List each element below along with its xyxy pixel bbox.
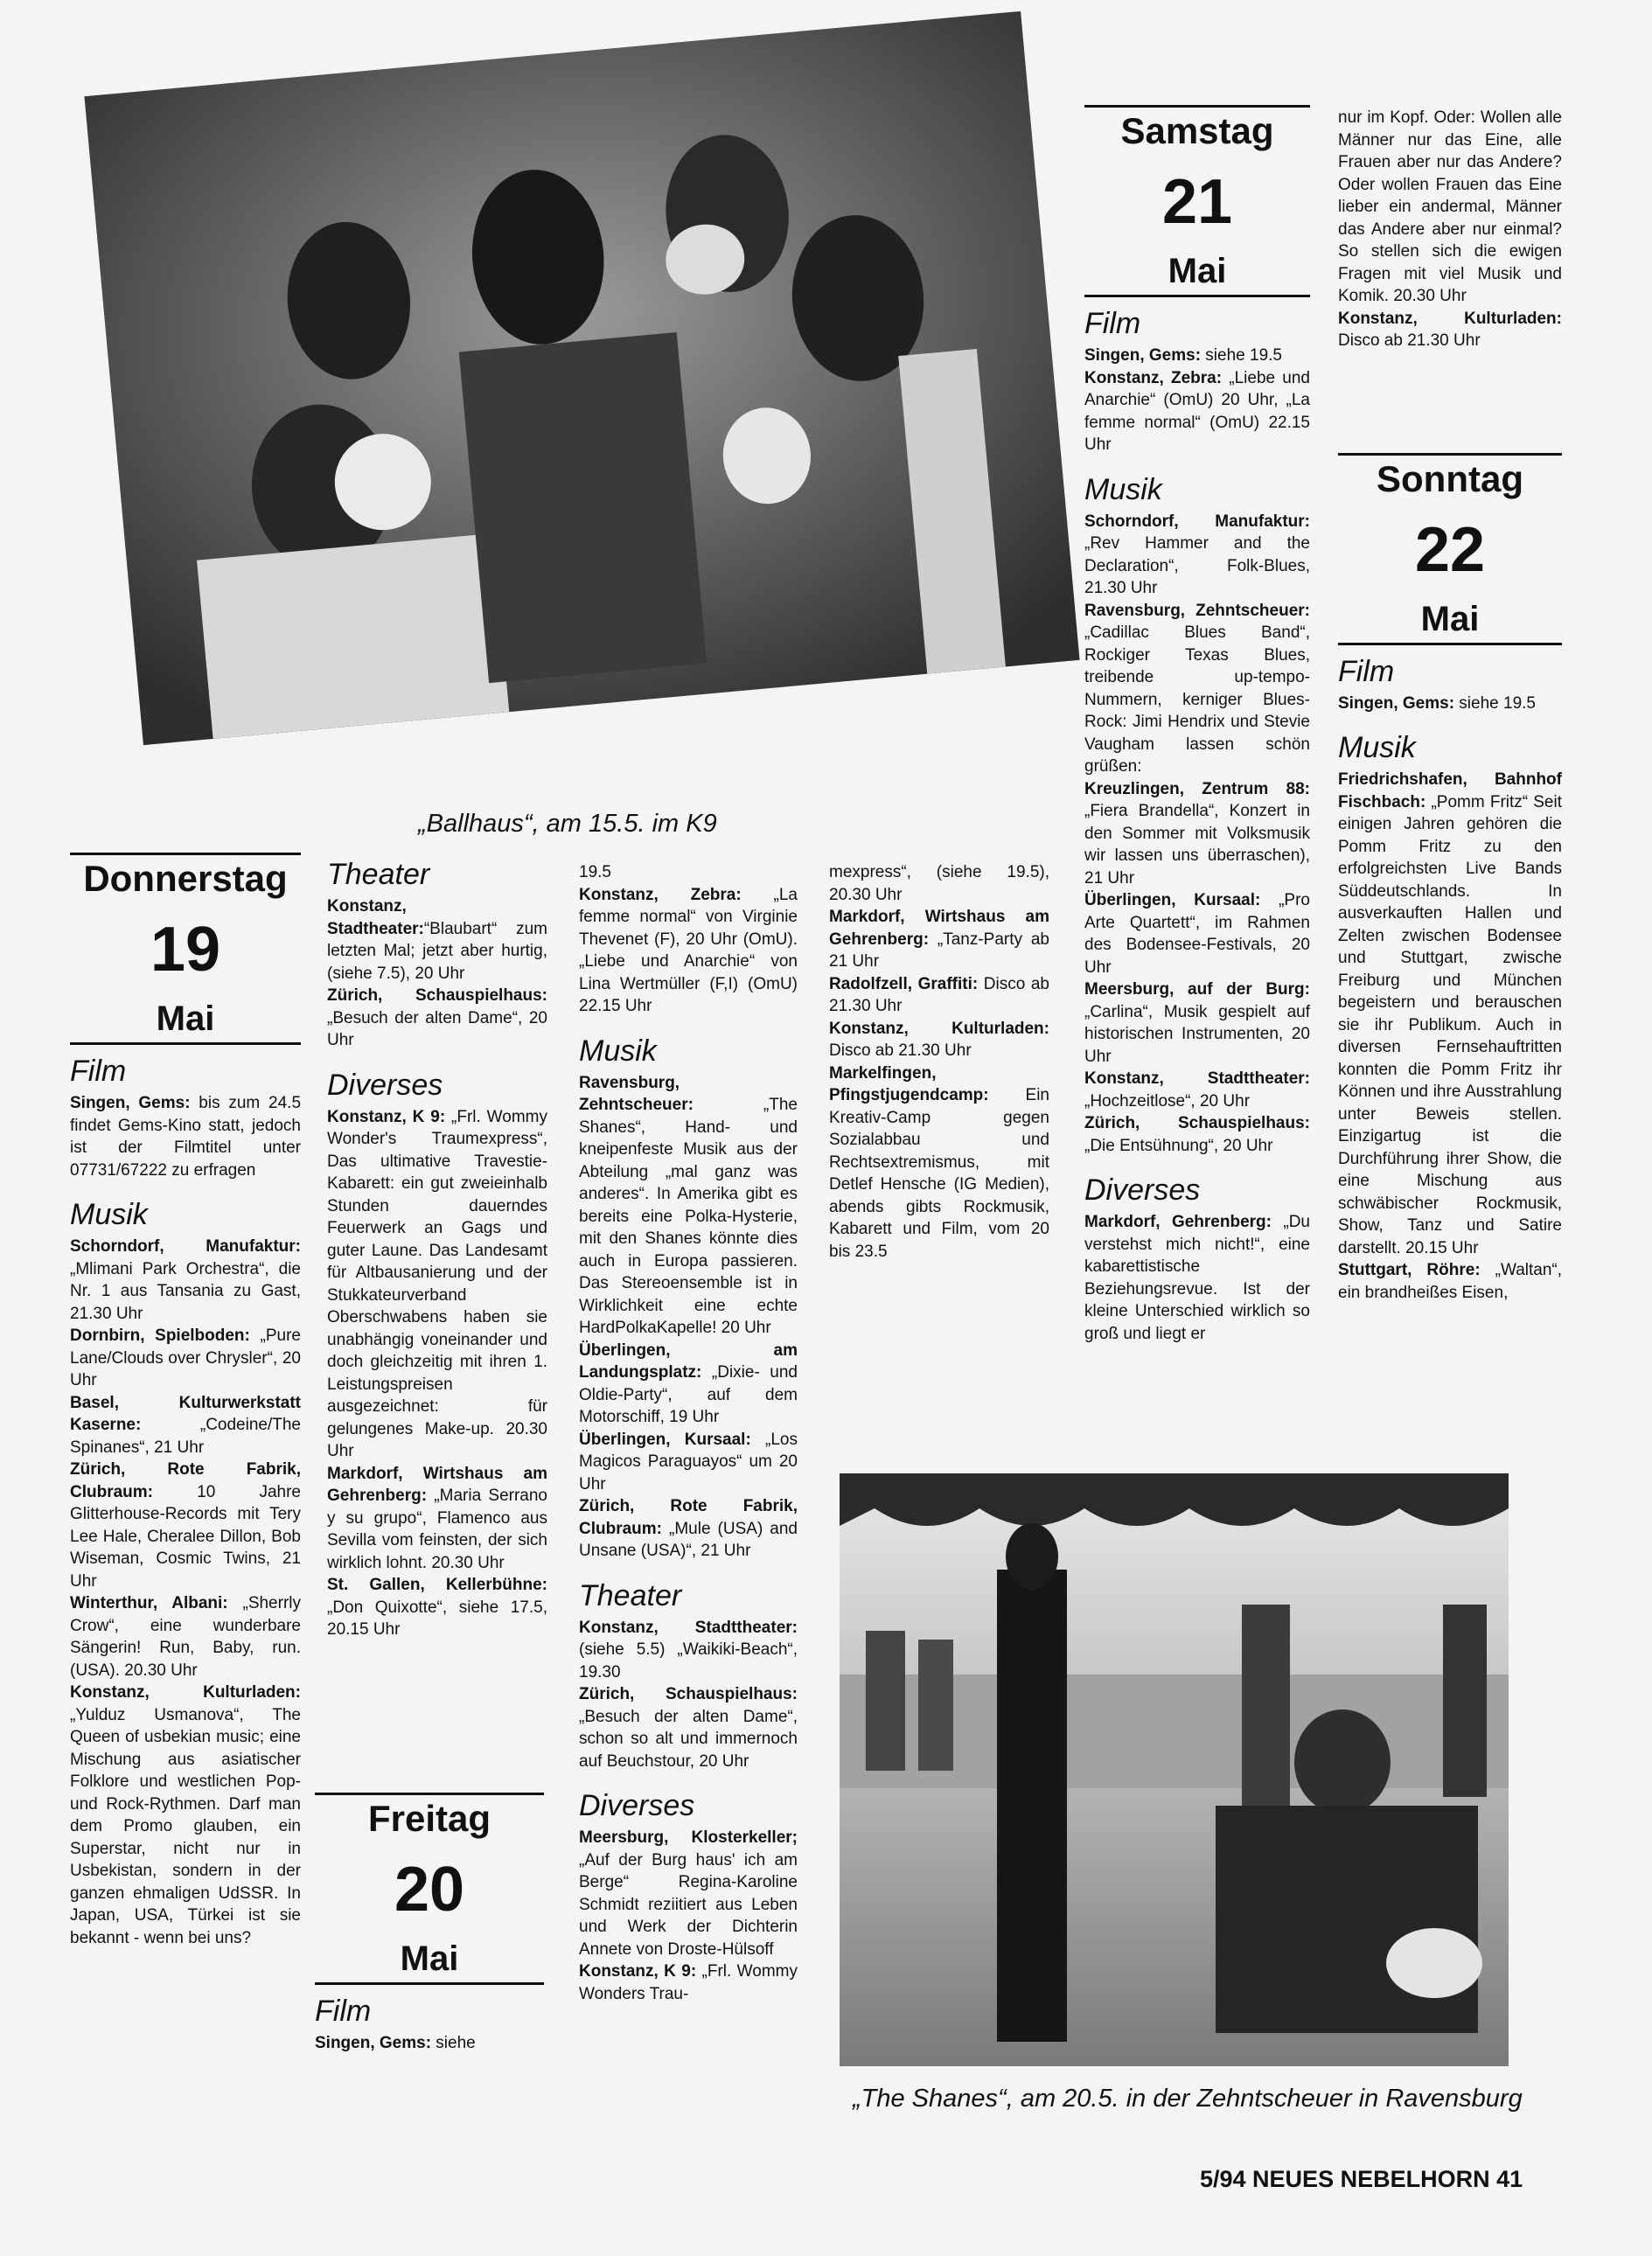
listing: Überlingen, Kursaal: „Los Magicos Paraguayos“ um 20 Uhr bbox=[579, 1430, 798, 1494]
the-shanes-photo bbox=[840, 1473, 1509, 2066]
listing: Singen, Gems: siehe 19.5 bbox=[1338, 693, 1536, 713]
listing: Konstanz, K 9: „Frl. Wommy Wonder's Traumexpress“, Das ultimative Travestie-Kabarett: ein gut zweieinhalb Stunden dauerndes Feuerwerk an Gags und guter Laune. Das Landesamt für Altbausanierung und der Stukkateurverband Oberschwabens haben sie unabhängig voneinander und doch gleichzeitig mit ihren 1. Leistungspreisen ausgezeichnet: für gelungenes Make-up. 20.30 Uhr bbox=[327, 1107, 547, 1460]
column-saturday bbox=[1084, 105, 1310, 1345]
day-month: Mai bbox=[1420, 599, 1480, 638]
listing: Konstanz, Zebra: „Liebe und Anarchie“ (OmU) 20 Uhr, „La femme normal“ (OmU) 22.15 Uhr bbox=[1084, 368, 1311, 454]
day-month: Mai bbox=[1168, 252, 1227, 290]
listing: Markelfingen, Pfingstjugendcamp: Ein Kreativ-Camp gegen Sozialabbau und Rechtsextremismus, mit Detlef Hensche (IG Medien), abends gibts Rockmusik, Kabarett und Film, vom 20 bis 23.5 bbox=[829, 1063, 1049, 1261]
listing: Konstanz, Kulturladen: Disco ab 21.30 Uhr bbox=[1338, 309, 1562, 350]
listing: Ravensburg, Zehntscheuer: „Cadillac Blues Band“, Rockiger Texas Blues, treibende up-tempo-Nummern, kerniger Blues-Rock: Jimi Hendrix und Stevie Vaugham lassen schön grüßen: bbox=[1084, 601, 1310, 776]
day-header-friday bbox=[315, 1793, 544, 1985]
listing: Konstanz, Kulturladen: Disco ab 21.30 Uhr bbox=[829, 1019, 1049, 1060]
listing: Zürich, Rote Fabrik, Clubraum: „Mule (USA) and Unsane (USA)“, 21 Uhr bbox=[579, 1497, 798, 1560]
page-footer: 5/94 NEUES NEBELHORN 41 bbox=[1200, 2166, 1523, 2192]
listing: Konstanz, K 9: „Frl. Wommy Wonders Trau- bbox=[579, 1962, 798, 2003]
listing: Meersburg, Klosterkeller; „Auf der Burg haus' ich am Berge“ Regina-Karoline Schmidt reziitiert aus Leben und Werk der Dichterin Annete von Droste-Hülsoff bbox=[579, 1828, 798, 1959]
listing: Konstanz, Zebra: „La femme normal“ von Virginie Thevenet (F), 20 Uhr (OmU). „Liebe und Anarchie“ von Lina Wertmüller (F,I) (OmU) 22.15 Uhr bbox=[579, 885, 798, 1015]
day-name: Sonntag bbox=[1377, 457, 1523, 499]
section-heading-musik: Musik bbox=[579, 1034, 657, 1068]
section-heading-diverses: Diverses bbox=[1084, 1173, 1201, 1207]
listing: Ravensburg, Zehntscheuer: „The Shanes“, Hand- und kneipenfeste Musik aus der Abteilung „mal ganz was anderes“. In Amerika gibt es bereits eine Polka-Hysterie, mit den Shanes könnte dies auch in Europa passieren. Das Stereoensemble ist in Wirklichkeit eine echte HardPolkaKapelle! 20 Uhr bbox=[579, 1073, 798, 1337]
listing: nur im Kopf. Oder: Wollen alle Männer nur das Eine, alle Frauen aber nur das Andere? Oder wollen Frauen das Eine lieber ein andermal, Männer das Andere aber nur einmal? So stellen sich die ewigen Fragen mit viel Musik und Komik. 20.30 Uhr bbox=[1338, 108, 1562, 305]
listing: Radolfzell, Graffiti: Disco ab 21.30 Uhr bbox=[829, 974, 1049, 1015]
section-heading-diverses: Diverses bbox=[327, 1068, 443, 1102]
listing: Zürich, Schauspielhaus: „Besuch der alten Dame“, 20 Uhr bbox=[327, 986, 547, 1049]
listing: Basel, Kulturwerkstatt Kaserne: „Codeine/The Spinanes“, 21 Uhr bbox=[70, 1393, 301, 1457]
day-month: Mai bbox=[156, 999, 215, 1038]
section-heading-film: Film bbox=[1084, 307, 1141, 340]
day-number: 20 bbox=[394, 1855, 465, 1925]
listing: Schorndorf, Manufaktur: „Rev Hammer and the Declaration“, Folk-Blues, 21.30 Uhr bbox=[1084, 512, 1310, 597]
listing: Zürich, Rote Fabrik, Clubraum: 10 Jahre Glitterhouse-Records mit Tery Lee Hale, Cheralee Dillon, Bob Wiseman, Cosmic Twins, 21 Uhr bbox=[70, 1460, 301, 1591]
day-header-sunday bbox=[1338, 453, 1562, 645]
section-heading-musik: Musik bbox=[1084, 472, 1162, 506]
column-2 bbox=[327, 857, 547, 1641]
column-friday bbox=[315, 1793, 544, 2055]
column-3 bbox=[579, 861, 798, 2005]
listing: Konstanz, Kulturladen: „Yulduz Usmanova“, The Queen of usbekian music; eine Mischung aus asiatischer Folklore und westlichen Pop- und Rock-Rythmen. Darf man dem Promo glauben, ein Superstar, nicht nur in Usbekistan, sondern in der ganzen ehmaligen UdSSR. In Japan, USA, Türkei ist sie bekannt - wenn bei uns? bbox=[70, 1683, 301, 1947]
day-header-saturday bbox=[1084, 105, 1310, 297]
listing: Konstanz, Stadttheater: (siehe 5.5) „Waikiki-Beach“, 19.30 bbox=[579, 1618, 798, 1682]
day-month: Mai bbox=[400, 1939, 459, 1978]
section-heading-theater: Theater bbox=[579, 1578, 682, 1612]
day-number: 21 bbox=[1161, 167, 1233, 237]
the-shanes-photo-art bbox=[840, 1473, 1509, 2066]
listing: Dornbirn, Spielboden: „Pure Lane/Clouds over Chrysler“, 20 Uhr bbox=[70, 1326, 301, 1389]
section-heading-musik: Musik bbox=[70, 1198, 148, 1231]
listing: Überlingen, Kursaal: „Pro Arte Quartett“, im Rahmen des Bodensee-Festivals, 20 Uhr bbox=[1084, 891, 1310, 977]
day-number: 22 bbox=[1414, 514, 1486, 585]
listing: Stuttgart, Röhre: „Waltan“, ein brandheißes Eisen, bbox=[1338, 1261, 1563, 1302]
listing: Überlingen, am Landungsplatz: „Dixie- und Oldie-Party“, auf dem Motorschiff, 19 Uhr bbox=[579, 1340, 798, 1426]
section-heading-film: Film bbox=[315, 1995, 372, 2028]
listing: Kreuzlingen, Zentrum 88: „Fiera Brandella“, Konzert in den Sommer mit Volksmusik wir lassen uns überraschen), 21 Uhr bbox=[1084, 779, 1310, 888]
listing: Konstanz, Stadtheater:“Blaubart“ zum letzten Mal; jetzt aber hurtig, (siehe 7.5), 20 Uhr bbox=[327, 897, 547, 983]
day-name: Freitag bbox=[367, 1798, 491, 1839]
listing: Schorndorf, Manufaktur: „Mlimani Park Orchestra“, die Nr. 1 aus Tansania zu Gast, 21.30 Uhr bbox=[70, 1237, 301, 1323]
section-heading-film: Film bbox=[70, 1055, 127, 1088]
listing: Markdorf, Wirtshaus am Gehrenberg: „Tanz-Party ab 21 Uhr bbox=[829, 908, 1049, 971]
listing: Zürich, Schauspielhaus: „Die Entsühnung“, 20 Uhr bbox=[1084, 1114, 1310, 1155]
bottom-photo-caption: „The Shanes“, am 20.5. in der Zehntscheuer in Ravensburg bbox=[853, 2085, 1523, 2113]
section-heading-theater: Theater bbox=[327, 858, 430, 891]
listing: 19.5 bbox=[579, 863, 611, 881]
listing: Markdorf, Gehrenberg: „Du verstehst mich nicht!“, eine kabarettistische Beziehungsrevue. Ist der kleine Unterschied wirklich so groß und liegt er bbox=[1084, 1213, 1310, 1343]
day-number: 19 bbox=[150, 915, 221, 985]
section-heading-musik: Musik bbox=[1338, 731, 1416, 764]
day-header-thursday bbox=[70, 853, 301, 1045]
listing: Markdorf, Wirtshaus am Gehrenberg: „Maria Serrano y su grupo“, Flamenco aus Sevilla vom feinsten, der sich wirklich lohnt. 20.30 Uhr bbox=[327, 1464, 547, 1572]
listing: Winterthur, Albani: „Sherrly Crow“, eine wunderbare Sängerin! Run, Baby, run. (USA). 20.30 Uhr bbox=[70, 1594, 301, 1680]
section-heading-film: Film bbox=[1338, 654, 1395, 688]
day-name: Samstag bbox=[1120, 110, 1274, 151]
ballhaus-photo-art bbox=[84, 11, 1079, 745]
ballhaus-photo bbox=[84, 11, 1079, 745]
top-photo-caption: „Ballhaus“, am 15.5. im K9 bbox=[418, 810, 717, 838]
listing: St. Gallen, Kellerbühne: „Don Quixotte“, siehe 17.5, 20.15 Uhr bbox=[327, 1576, 547, 1639]
listing: Singen, Gems: siehe 19.5 bbox=[1084, 346, 1282, 365]
listing: Meersburg, auf der Burg: „Carlina“, Musik gespielt auf historischen Instrumenten, 20 Uhr bbox=[1084, 980, 1310, 1066]
listing: Singen, Gems: bis zum 24.5 findet Gems-Kino statt, jedoch ist der Filmtitel unter 07731/67222 zu erfragen bbox=[70, 1094, 302, 1180]
listing: Friedrichshafen, Bahnhof Fischbach: „Pomm Fritz“ Seit einigen Jahren gehören die Pomm Fritz zu den erfolgreichsten Live Bands Süddeutschlands. In ausverkauften Hallen und Zelten zwischen Bodensee und Stuttgart, zwische Freiburg und München begeistern und berauschen sie ihr Publikum. Auch in diversen Fernsehauftritten konnten die Pomm Fritz ihr Können und ihre Ausstrahlung unter Beweis stellen. Einzigartug ist die Durchführung ihrer Show, die eine Mischung aus schwäbischer Rockmusik, Show, Tanz und Satire darstellt. 20.15 Uhr bbox=[1338, 770, 1562, 1257]
column-thursday bbox=[70, 853, 301, 1949]
section-heading-diverses: Diverses bbox=[579, 1789, 695, 1822]
listing: Singen, Gems: siehe bbox=[315, 2034, 476, 2052]
column-4 bbox=[829, 861, 1049, 1263]
listing: mexpress“, (siehe 19.5), 20.30 Uhr bbox=[829, 863, 1049, 904]
day-name: Donnerstag bbox=[83, 858, 288, 899]
listing: Konstanz, Stadttheater: „Hochzeitlose“, 20 Uhr bbox=[1084, 1069, 1310, 1111]
column-sunday bbox=[1338, 107, 1562, 1304]
listing: Zürich, Schauspielhaus: „Besuch der alten Dame“, schon so alt und immernoch auf Beuchstour, 20 Uhr bbox=[579, 1685, 798, 1771]
